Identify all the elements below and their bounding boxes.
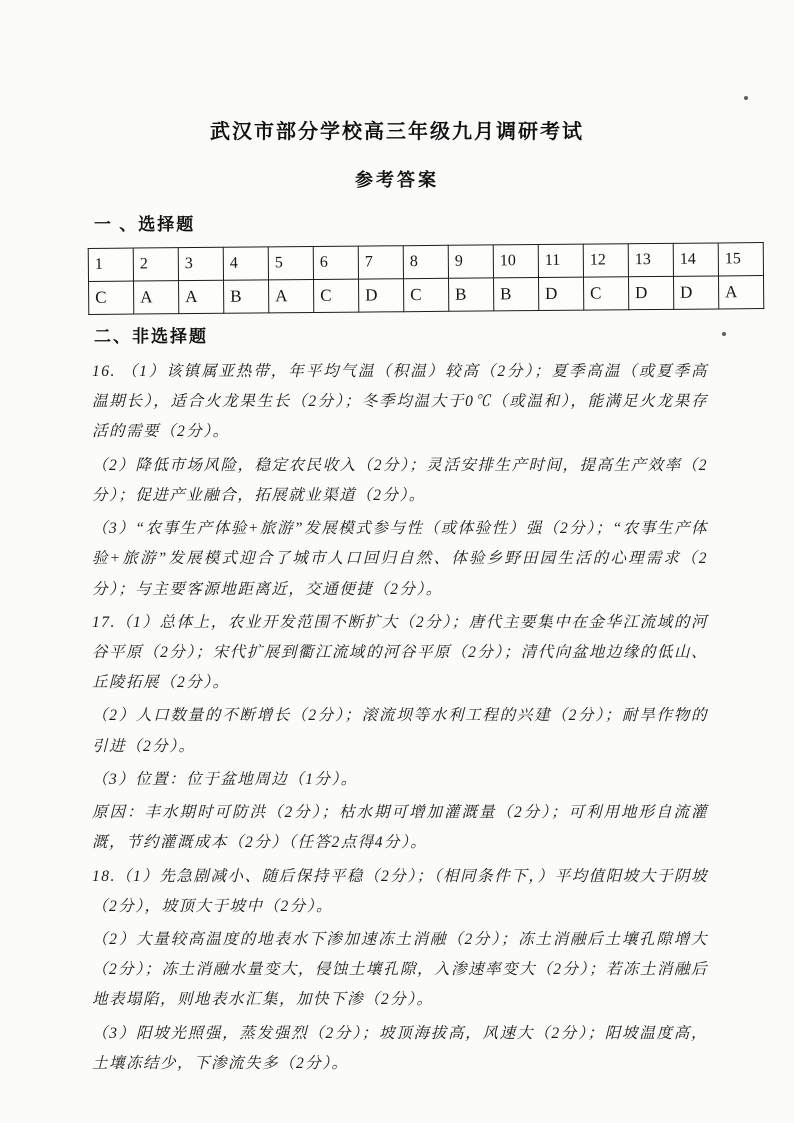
section-heading-free-response: 二、非选择题 (94, 327, 208, 346)
question-number-cell: 12 (583, 244, 628, 277)
answer-paragraph-17-1: 17.（1）总体上，农业开发范围不断扩大（2分）；唐代主要集中在金华江流域的河谷平原（2分）；宋代扩展到衢江流域的河谷平原（2分）；清代向盆地边缘的低山、丘陵拓展（2分）。 (92, 613, 708, 692)
question-number-cell: 8 (403, 245, 448, 278)
answer-cell: A (134, 281, 179, 314)
section-heading-choice: 一 、选择题 (94, 215, 196, 234)
answer-cell: D (359, 279, 404, 312)
answer-cell: C (314, 279, 359, 312)
answer-key-table-wrap (0, 241, 794, 312)
free-response-answers (0, 351, 794, 1079)
question-number-cell: 6 (313, 246, 358, 279)
answer-cell: C (89, 281, 134, 314)
scan-artifact-dot (722, 332, 726, 336)
answer-key-table (88, 242, 765, 315)
question-number-cell: 13 (628, 243, 673, 276)
answer-cell: A (269, 279, 314, 312)
question-number-cell: 7 (358, 246, 403, 279)
answer-paragraph-18-2: （2）大量较高温度的地表水下渗加速冻土消融（2分）；冻土消融后土壤孔隙增大（2分）；冻土消融水量变大，侵蚀土壤孔隙，入渗速率变大（2分）；若冻土消融后地表塌陷，则地表水汇集，加快下渗（2分）。 (92, 930, 708, 1009)
answer-cell: C (583, 277, 628, 310)
answer-cell: C (404, 278, 449, 311)
question-number-cell: 14 (673, 243, 718, 276)
question-number-cell: 15 (718, 243, 763, 276)
question-number-cell: 11 (538, 244, 583, 277)
answer-cell: B (493, 278, 538, 311)
answer-cell: B (224, 280, 269, 313)
question-number-cell: 9 (448, 245, 493, 278)
question-number-cell: 4 (223, 247, 268, 280)
scan-artifact-dot (744, 96, 748, 100)
answer-paragraph-18-1: 18.（1）先急剧减小、随后保持平稳（2分）；（相同条件下，）平均值阳坡大于阴坡（2分），坡顶大于坡中（2分）。 (92, 867, 708, 915)
question-number-cell: 10 (493, 245, 538, 278)
answer-paragraph-17-3: （3）位置：位于盆地周边（1分）。 (92, 770, 358, 788)
question-number-cell: 2 (133, 248, 178, 281)
answer-cell: D (628, 276, 673, 309)
answer-paragraph-16-3: （3）“农事生产体验+旅游”发展模式参与性（或体验性）强（2分）；“农事生产体验+旅游”发展模式迎合了城市人口回归自然、体验乡野田园生活的心理需求（2分）；与主要客源地距离近，交通便捷（2分）。 (92, 520, 708, 598)
question-number-cell: 5 (268, 246, 313, 279)
question-number-cell: 1 (88, 248, 133, 281)
question-number-cell: 3 (178, 247, 223, 280)
answer-paragraph-17-2: （2）人口数量的不断增长（2分）；滚流坝等水利工程的兴建（2分）；耐旱作物的引进（2分）。 (92, 707, 708, 755)
answer-cell: A (179, 280, 224, 313)
page-subtitle: 参考答案 (355, 170, 439, 190)
answer-cell: D (538, 277, 583, 310)
answer-paragraph-16-2: （2）降低市场风险，稳定农民收入（2分）；灵活安排生产时间，提高生产效率（2分）；促进产业融合，拓展就业渠道（2分）。 (92, 456, 708, 504)
answer-cell: A (718, 276, 763, 309)
answer-cell: B (448, 278, 493, 311)
answer-paragraph-18-3: （3）阳坡光照强，蒸发强烈（2分）；坡顶海拔高，风速大（2分）；阳坡温度高，土壤冻结少，下渗流失多（2分）。 (92, 1024, 708, 1072)
answers-row (89, 276, 764, 315)
page-title: 武汉市部分学校高三年级九月调研考试 (210, 121, 584, 143)
answer-paragraph-17-3-reason: 原因：丰水期时可防洪（2分）；枯水期可增加灌溉量（2分）；可利用地形自流灌溉，节约灌溉成本（2分）（任答2点得4分）。 (92, 804, 708, 852)
answer-paragraph-16-1: 16. （1）该镇属亚热带，年平均气温（积温）较高（2分）；夏季高温（或夏季高温期长），适合火龙果生长（2分）；冬季均温大于0℃（或温和），能满足火龙果存活的需要（2分）。 (92, 363, 708, 441)
answer-cell: D (673, 276, 718, 309)
